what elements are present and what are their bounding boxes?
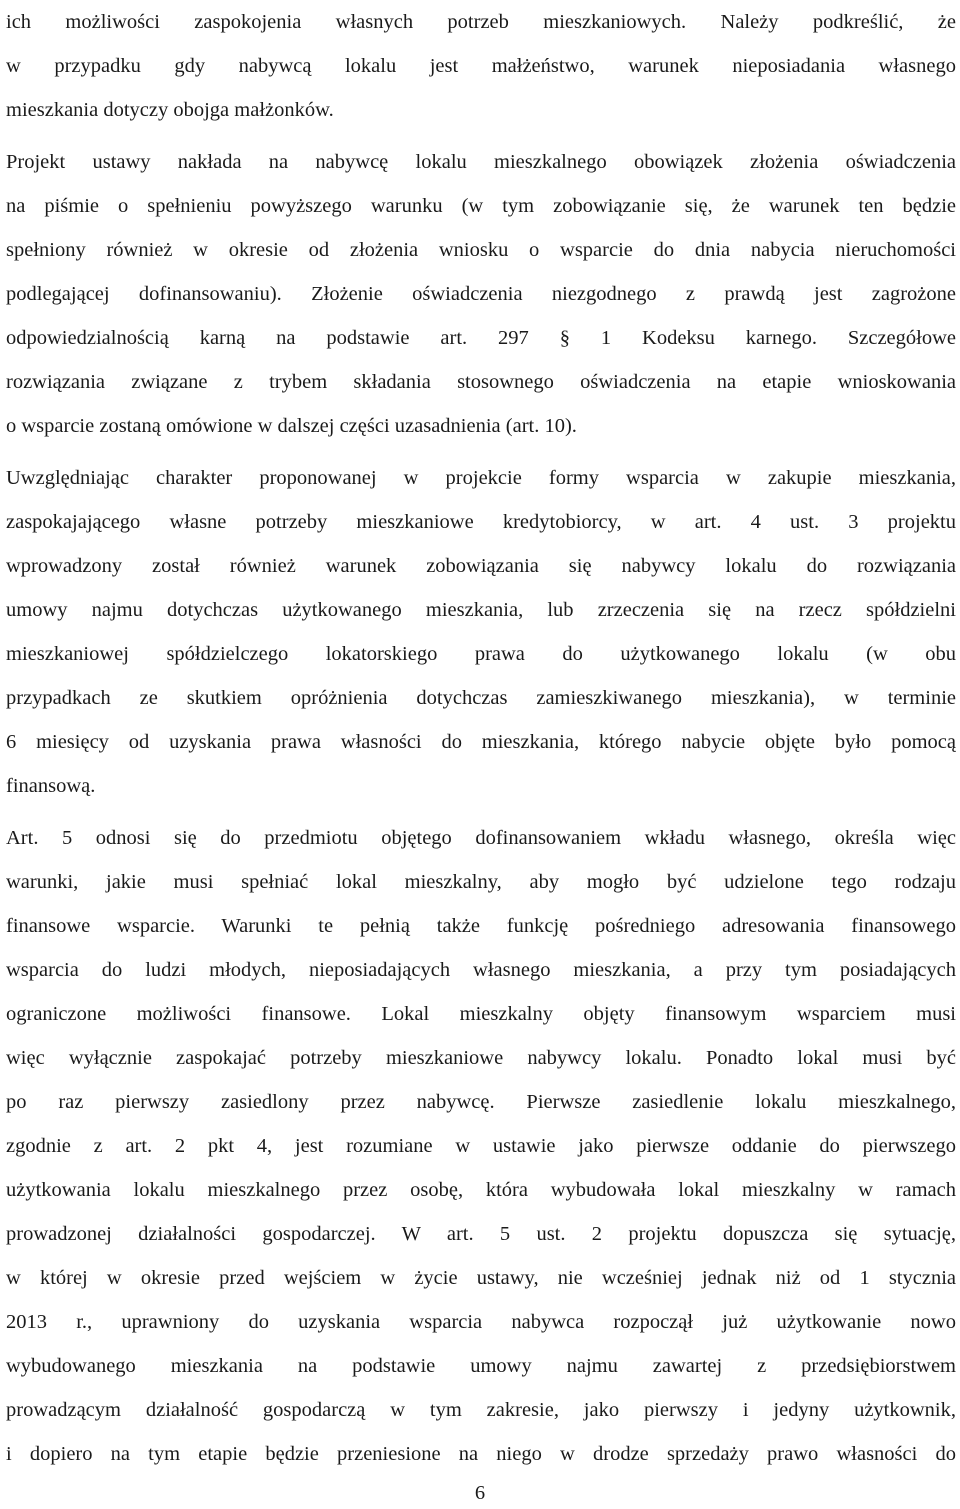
- text-line: 6 miesięcy od uzyskania prawa własności do mieszkania, którego nabycie objęte było pomocą: [6, 731, 956, 753]
- text-line: użytkowania lokalu mieszkalnego przez osobę, która wybudowała lokal mieszkalny w ramach: [6, 1179, 956, 1201]
- text-line: zaspokajającego własne potrzeby mieszkaniowe kredytobiorcy, w art. 4 ust. 3 projektu: [6, 511, 956, 533]
- text-line: po raz pierwszy zasiedlony przez nabywcę. Pierwsze zasiedlenie lokalu mieszkalnego,: [6, 1091, 956, 1113]
- text-line: umowy najmu dotychczas użytkowanego mieszkania, lub zrzeczenia się na rzecz spółdzielni: [6, 599, 956, 621]
- text-line: zgodnie z art. 2 pkt 4, jest rozumiane w ustawie jako pierwsze oddanie do pierwszego: [6, 1135, 956, 1157]
- text-line: w przypadku gdy nabywcą lokalu jest małżeństwo, warunek nieposiadania własnego: [6, 55, 956, 77]
- text-line: ich możliwości zaspokojenia własnych potrzeb mieszkaniowych. Należy podkreślić, że: [6, 11, 956, 33]
- text-line: Art. 5 odnosi się do przedmiotu objętego dofinansowaniem wkładu własnego, określa więc: [6, 827, 956, 849]
- text-line: 2013 r., uprawniony do uzyskania wsparcia nabywca rozpoczął już użytkowanie nowo: [6, 1311, 956, 1333]
- text-line: mieszkania dotyczy obojga małżonków.: [6, 99, 334, 121]
- text-line: o wsparcie zostaną omówione w dalszej części uzasadnienia (art. 10).: [6, 415, 577, 437]
- text-line: spełniony również w okresie od złożenia wniosku o wsparcie do dnia nabycia nieruchomości: [6, 239, 956, 261]
- paragraph-2: [6, 140, 956, 448]
- text-line: prowadzonej działalności gospodarczej. W art. 5 ust. 2 projektu dopuszcza się sytuację,: [6, 1223, 956, 1245]
- text-line: finansowe wsparcie. Warunki te pełnią także funkcję pośredniego adresowania finansowego: [6, 915, 956, 937]
- text-line: wybudowanego mieszkania na podstawie umowy najmu zawartej z przedsiębiorstwem: [6, 1355, 956, 1377]
- text-line: Uwzględniając charakter proponowanej w projekcie formy wsparcia w zakupie mieszkania,: [6, 467, 956, 489]
- text-line: finansową.: [6, 775, 96, 797]
- paragraph-1: [6, 0, 956, 132]
- text-line: mieszkaniowej spółdzielczego lokatorskiego prawa do użytkowanego lokalu (w obu: [6, 643, 956, 665]
- text-line: i dopiero na tym etapie będzie przeniesione na niego w drodze sprzedaży prawo własności do: [6, 1443, 956, 1465]
- paragraph-4: [6, 816, 956, 1476]
- text-line: przypadkach ze skutkiem opróżnienia dotychczas zamieszkiwanego mieszkania), w terminie: [6, 687, 956, 709]
- text-line: ograniczone możliwości finansowe. Lokal mieszkalny objęty finansowym wsparciem musi: [6, 1003, 956, 1025]
- paragraph-3: [6, 456, 956, 808]
- page-number: 6: [474, 1482, 486, 1504]
- text-line: wsparcia do ludzi młodych, nieposiadających własnego mieszkania, a przy tym posiadających: [6, 959, 956, 981]
- text-line: na piśmie o spełnieniu powyższego warunku (w tym zobowiązanie się, że warunek ten będzie: [6, 195, 956, 217]
- text-line: prowadzącym działalność gospodarczą w tym zakresie, jako pierwszy i jedyny użytkownik,: [6, 1399, 956, 1421]
- text-line: odpowiedzialnością karną na podstawie art. 297 § 1 Kodeksu karnego. Szczegółowe: [6, 327, 956, 349]
- document-page: [6, 0, 956, 1476]
- text-line: więc wyłącznie zaspokajać potrzeby mieszkaniowe nabywcy lokalu. Ponadto lokal musi być: [6, 1047, 956, 1069]
- text-line: rozwiązania związane z trybem składania stosownego oświadczenia na etapie wnioskowania: [6, 371, 956, 393]
- text-line: wprowadzony został również warunek zobowiązania się nabywcy lokalu do rozwiązania: [6, 555, 956, 577]
- text-line: Projekt ustawy nakłada na nabywcę lokalu mieszkalnego obowiązek złożenia oświadczenia: [6, 151, 956, 173]
- text-line: podlegającej dofinansowaniu). Złożenie oświadczenia niezgodnego z prawdą jest zagrożone: [6, 283, 956, 305]
- text-line: w której w okresie przed wejściem w życie ustawy, nie wcześniej jednak niż od 1 stycznia: [6, 1267, 956, 1289]
- text-line: warunki, jakie musi spełniać lokal mieszkalny, aby mogło być udzielone tego rodzaju: [6, 871, 956, 893]
